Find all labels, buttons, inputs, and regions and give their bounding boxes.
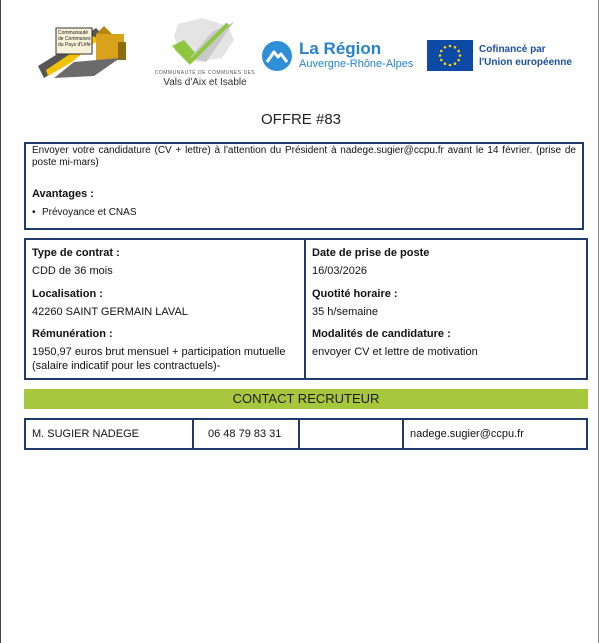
eu-text [479,43,572,69]
region-mountain-icon [262,41,292,71]
column-divider [304,240,306,378]
eu-logo [427,40,587,72]
cell-divider [192,420,194,448]
contact-email[interactable]: nadege.sugier@ccpu.fr [410,428,524,440]
bullet-icon: • [32,207,36,218]
eu-line2: l'Union européenne [479,57,572,68]
vals-caption-small: COMMUNAUTÉ DE COMMUNES DES [154,70,256,76]
start-date-label: Date de prise de poste [312,247,430,259]
hours-label: Quotité horaire : [312,288,398,300]
contact-header: CONTACT RECRUTEUR [24,389,588,409]
advantage-text: Prévoyance et CNAS [42,207,137,218]
hours-value: 35 h/semaine [312,306,379,318]
advantage-item [32,207,137,218]
page-edge [598,0,599,643]
contract-value: CDD de 36 mois [32,265,113,277]
vals-logo [150,18,260,93]
cell-divider [402,420,404,448]
application-method-value: envoyer CV et lettre de motivation [312,346,478,358]
region-subtitle: Auvergne-Rhône-Alpes [299,58,414,70]
pay-value: 1950,97 euros brut mensuel + participation mutuelle (salaire indicatif pour les contractuels)- [32,346,286,372]
eu-line1: Cofinancé par [479,44,546,55]
vals-caption-name: Vals d'Aix et Isable [163,77,247,88]
advantages-label: Avantages : [32,188,94,200]
vals-caption [150,70,260,88]
offer-title: OFFRE #83 [260,111,342,128]
application-box [24,142,584,230]
application-instructions: Envoyer votre candidature (CV + lettre) à l'attention du Président à nadege.sugier@ccpu.fr avant le 14 février. (prise de poste mi-mars) [32,145,576,168]
ccpu-logo-text: Communauté de Communes du Pays d'Urfé [58,30,91,48]
contact-name: M. SUGIER NADEGE [32,428,139,440]
cell-divider [298,420,300,448]
job-details-box [24,238,588,380]
location-value: 42260 SAINT GERMAIN LAVAL [32,306,188,318]
contact-row [24,418,588,450]
start-date-value: 16/03/2026 [312,265,368,277]
page-edge [0,0,1,643]
ccpu-logo [34,20,132,82]
pay-label: Rémunération : [32,328,113,340]
application-method-label: Modalités de candidature : [312,328,451,340]
contract-label: Type de contrat : [32,247,120,259]
location-label: Localisation : [32,288,103,300]
region-logo [262,38,422,74]
contact-phone[interactable]: 06 48 79 83 31 [208,428,282,440]
region-title: La Région [299,39,382,58]
eu-flag-icon [427,40,473,71]
